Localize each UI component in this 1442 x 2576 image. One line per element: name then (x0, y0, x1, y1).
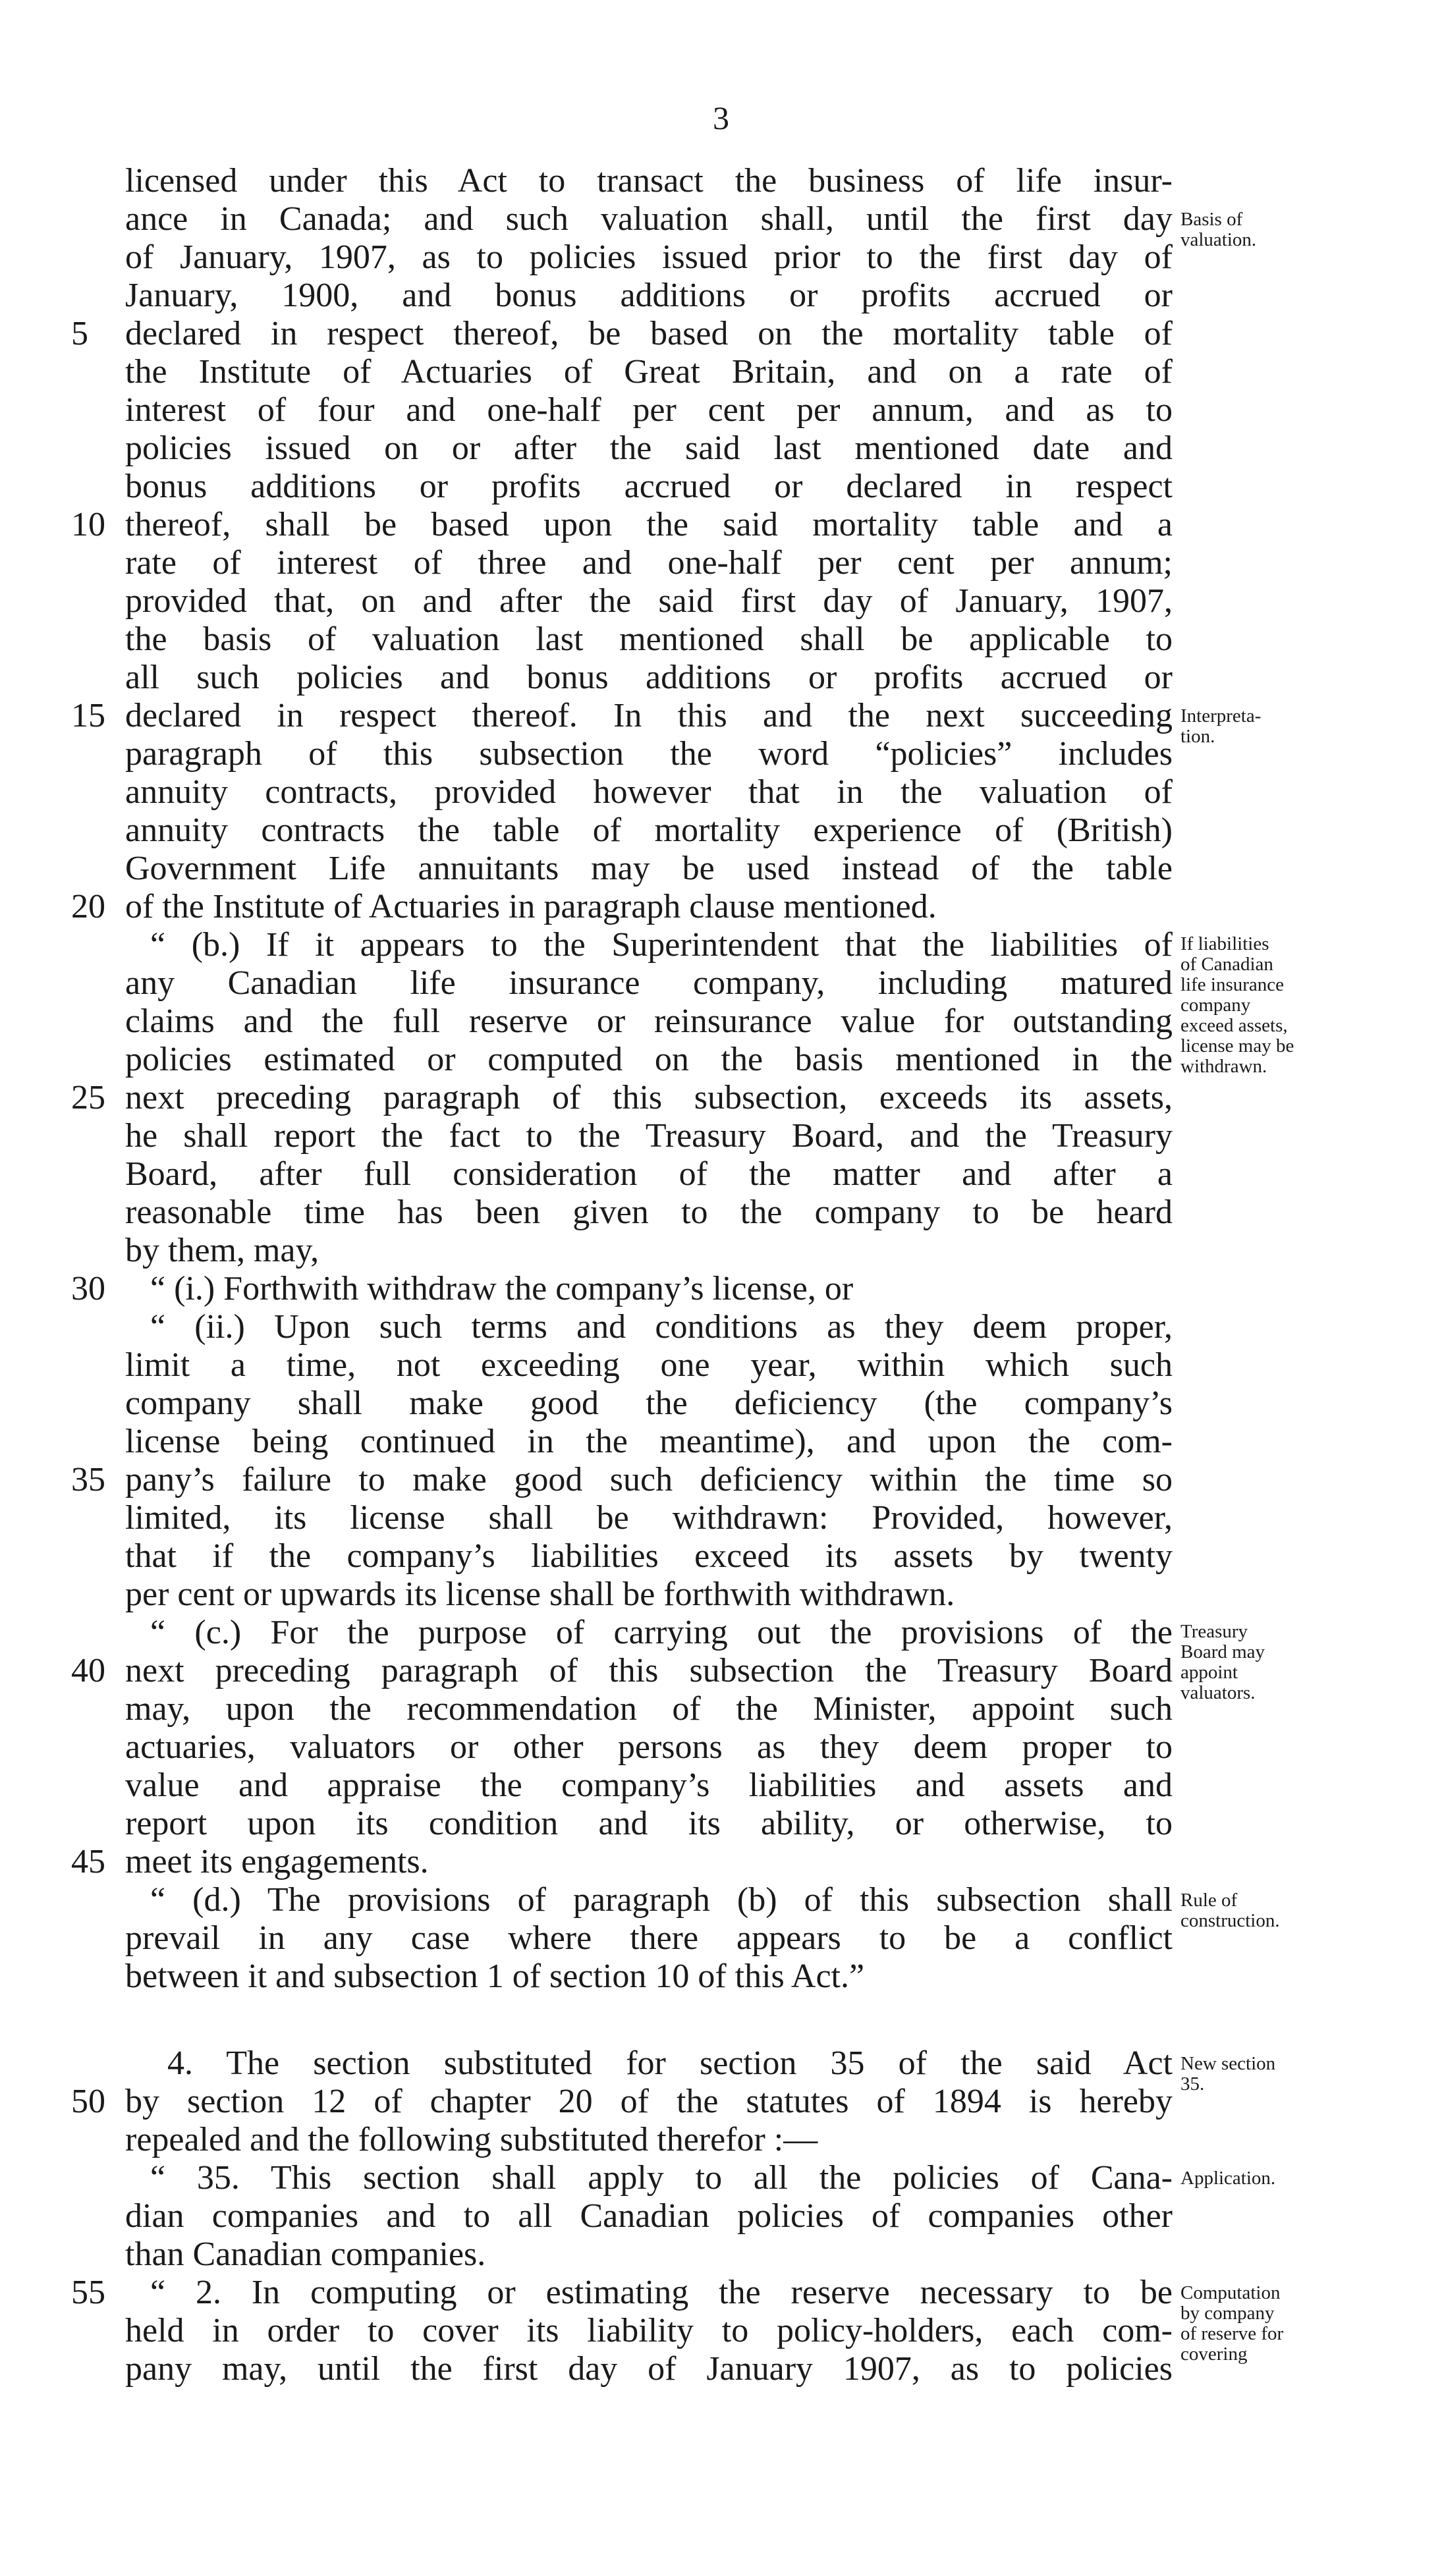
text-line: any Canadian life insurance company, including matured (125, 964, 1173, 1002)
text-line: “ (b.) If it appears to the Superintendent that the liabilities of (150, 926, 1173, 964)
text-line: “ (i.) Forthwith withdraw the company’s license, or (150, 1270, 854, 1307)
line-number: 20 (71, 888, 105, 925)
text-line: Government Life annuitants may be used instead of the table (125, 850, 1173, 887)
text-line: meet its engagements. (125, 1843, 429, 1880)
text-line: per cent or upwards its license shall be forthwith withdrawn. (125, 1576, 955, 1613)
text-line: report upon its condition and its ability, or otherwise, to (125, 1805, 1173, 1842)
text-line: next preceding paragraph of this subsection the Treasury Board (125, 1652, 1173, 1689)
text-line: than Canadian companies. (125, 2235, 486, 2273)
text-line: pany may, until the first day of January 1907, as to policies (125, 2350, 1173, 2388)
text-line: rate of interest of three and one-half per cent per annum; (125, 544, 1173, 582)
line-number: 50 (71, 2083, 105, 2120)
section-35-heading-line: “ 35. This section shall apply to all the policies of Cana- (150, 2159, 1173, 2197)
text-line: “ 2. In computing or estimating the reserve necessary to be (150, 2274, 1173, 2311)
text-line: by them, may, (125, 1232, 319, 1269)
text-line: reasonable time has been given to the company to be heard (125, 1193, 1173, 1231)
text-line: policies estimated or computed on the basis mentioned in the (125, 1041, 1173, 1078)
text-line: he shall report the fact to the Treasury Board, and the Treasury (125, 1117, 1173, 1155)
text-line: Board, after full consideration of the matter and after a (125, 1155, 1173, 1193)
line-number: 15 (71, 697, 105, 734)
text-line: provided that, on and after the said first day of January, 1907, (125, 582, 1173, 620)
text-line: licensed under this Act to transact the business of life insur- (125, 162, 1173, 200)
text-line: pany’s failure to make good such deficiency within the time so (125, 1461, 1173, 1498)
text-line: bonus additions or profits accrued or declared in respect (125, 468, 1173, 505)
text-line: repealed and the following substituted therefor :— (125, 2121, 818, 2158)
text-line: company shall make good the deficiency (the company’s (125, 1384, 1173, 1422)
text-line: license being continued in the meantime), and upon the com- (125, 1423, 1173, 1460)
text-line: annuity contracts the table of mortality experience of (British) (125, 811, 1173, 849)
page-number: 3 (713, 99, 729, 136)
text-line: value and appraise the company’s liabilities and assets and (125, 1767, 1173, 1804)
line-number: 40 (71, 1652, 105, 1689)
margin-note-liabilities: If liabilities of Canadian life insurance company exceed assets, license may be withdrawn. (1180, 933, 1294, 1077)
text-line: ance in Canada; and such valuation shall, until the first day (125, 200, 1173, 238)
line-number: 35 (71, 1461, 105, 1498)
text-line: actuaries, valuators or other persons as they deem proper to (125, 1728, 1173, 1766)
text-line: January, 1900, and bonus additions or profits accrued or (125, 277, 1173, 314)
line-number: 25 (71, 1079, 105, 1116)
text-line: the Institute of Actuaries of Great Britain, and on a rate of (125, 353, 1173, 391)
text-line: limit a time, not exceeding one year, within which such (125, 1346, 1173, 1384)
margin-note-rule-of-construction: Rule of construction. (1180, 1890, 1280, 1931)
margin-note-basis-of-valuation: Basis of valuation. (1180, 209, 1257, 250)
margin-note-application: Application. (1180, 2168, 1276, 2189)
margin-note-computation: Computation by company of reserve for covering (1180, 2282, 1284, 2365)
text-line: limited, its license shall be withdrawn: Provided, however, (125, 1499, 1173, 1537)
text-line: may, upon the recommendation of the Minister, appoint such (125, 1690, 1173, 1728)
margin-note-interpretation: Interpreta- tion. (1180, 705, 1262, 747)
text-line: “ (c.) For the purpose of carrying out the provisions of the (150, 1614, 1173, 1651)
text-line: policies issued on or after the said last mentioned date and (125, 429, 1173, 467)
text-line: the basis of valuation last mentioned shall be applicable to (125, 620, 1173, 658)
text-line: “ (d.) The provisions of paragraph (b) of this subsection shall (150, 1881, 1173, 1919)
text-line: declared in respect thereof. In this and the next succeeding (125, 697, 1173, 734)
margin-note-treasury-board: Treasury Board may appoint valuators. (1180, 1621, 1265, 1703)
text-line: thereof, shall be based upon the said mortality table and a (125, 506, 1173, 543)
text-line: all such policies and bonus additions or profits accrued or (125, 659, 1173, 696)
line-number: 10 (71, 506, 105, 543)
text-line: between it and subsection 1 of section 10 of this Act.” (125, 1958, 865, 1995)
text-line: interest of four and one-half per cent per annum, and as to (125, 391, 1173, 429)
line-number: 30 (71, 1270, 105, 1307)
line-number: 45 (71, 1843, 105, 1880)
text-line: declared in respect thereof, be based on the mortality table of (125, 315, 1173, 352)
line-number: 5 (71, 315, 88, 352)
text-line: dian companies and to all Canadian policies of companies other (125, 2197, 1173, 2235)
section-4-heading-line: 4. The section substituted for section 35 of the said Act (167, 2044, 1173, 2082)
text-line: prevail in any case where there appears to be a conflict (125, 1919, 1173, 1957)
text-line: claims and the full reserve or reinsurance value for outstanding (125, 1002, 1173, 1040)
text-line: annuity contracts, provided however that in the valuation of (125, 773, 1173, 811)
text-line: “ (ii.) Upon such terms and conditions as they deem proper, (150, 1308, 1173, 1346)
margin-note-new-section: New section 35. (1180, 2053, 1276, 2095)
line-number: 55 (71, 2274, 105, 2311)
text-line: paragraph of this subsection the word “policies” includes (125, 735, 1173, 773)
text-line: of January, 1907, as to policies issued prior to the first day of (125, 238, 1173, 276)
text-line: of the Institute of Actuaries in paragraph clause mentioned. (125, 888, 937, 925)
text-line: by section 12 of chapter 20 of the statutes of 1894 is hereby (125, 2083, 1173, 2120)
text-line: next preceding paragraph of this subsection, exceeds its assets, (125, 1079, 1173, 1116)
text-line: that if the company’s liabilities exceed its assets by twenty (125, 1537, 1173, 1575)
text-line: held in order to cover its liability to policy-holders, each com- (125, 2312, 1173, 2349)
